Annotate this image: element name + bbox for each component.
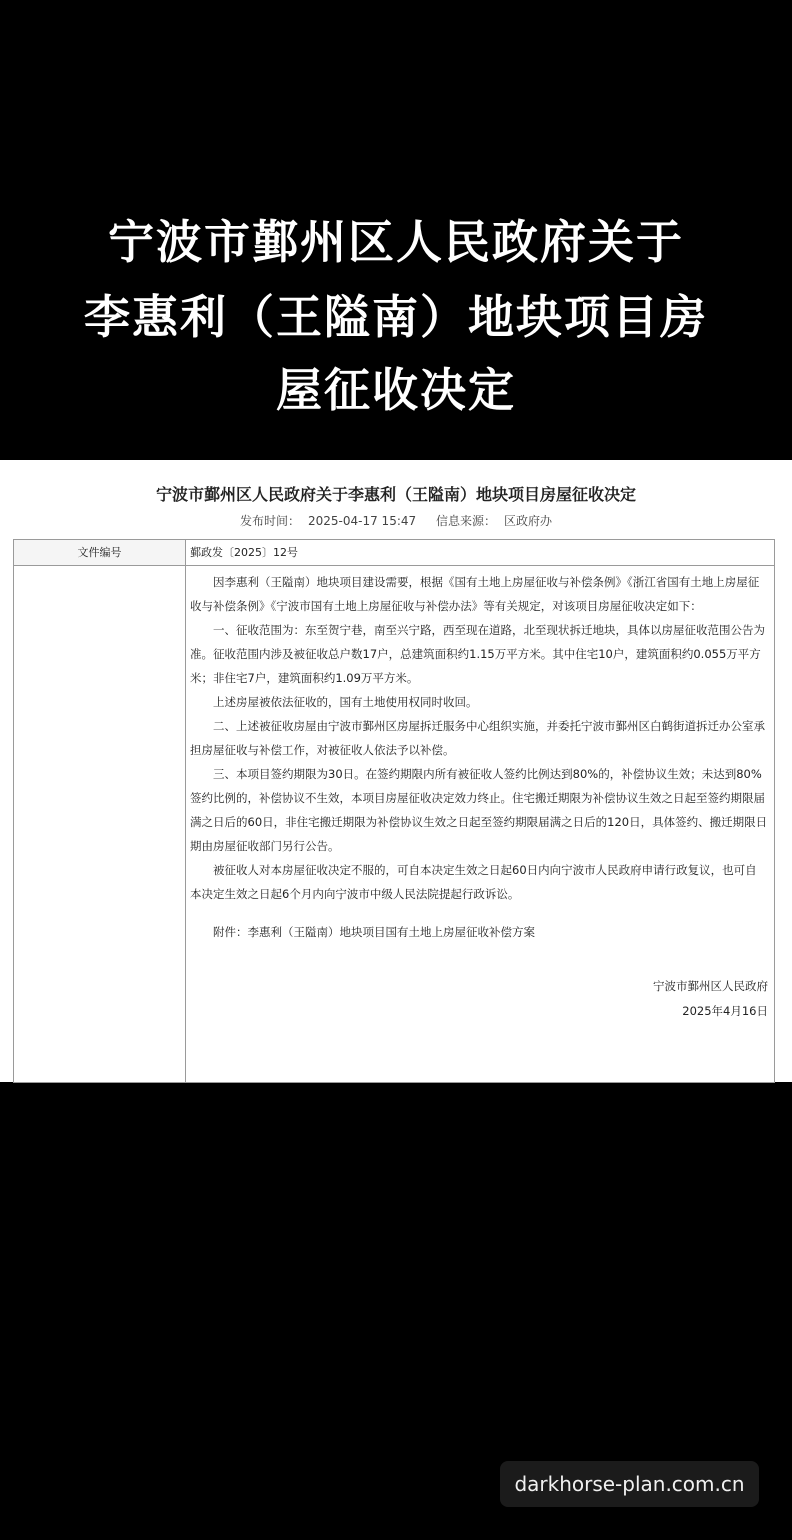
- source-value: 区政府办: [503, 514, 552, 528]
- document-table: [13, 539, 775, 1083]
- document-body-row: [14, 566, 775, 1083]
- paragraph-signing-period: 三、本项目签约期限为30日。在签约期限内所有被征收人签约比例达到80%的，补偿协议生效；未达到80%签约比例的，补偿协议不生效，本项目房屋征收决定效力终止。住宅搬迁期限为补偿协议生效之日起至签约期限届满之日后的60日，非住宅搬迁期限为补偿协议生效之日起至签约期限届满之日后的120日，具体签约、搬迁期限日期由房屋征收部门另行公告。: [190, 767, 768, 853]
- file-number-row: [14, 540, 775, 566]
- document-title: 宁波市鄞州区人民政府关于李惠利（王隘南）地块项目房屋征收决定: [155, 485, 636, 504]
- document-body: [186, 566, 775, 1083]
- attachment-link[interactable]: 附件：李惠利（王隘南）地块项目国有土地上房屋征收补偿方案: [213, 925, 535, 939]
- signature-org: 宁波市鄞州区人民政府: [653, 979, 768, 993]
- body-label-cell: [14, 566, 186, 1083]
- paragraph-land-right: 上述房屋被依法征收的，国有土地使用权同时收回。: [213, 695, 478, 709]
- source-info: [432, 514, 556, 528]
- paragraph-appeal: 被征收人对本房屋征收决定不服的，可自本决定生效之日起60日内向宁波市人民政府申请行政复议，也可自本决定生效之日起6个月内向宁波市中级人民法院提起行政诉讼。: [190, 863, 757, 901]
- document-panel: [0, 460, 792, 1082]
- source-label: 信息来源：: [435, 514, 496, 528]
- paragraph-intro: 因李惠利（王隘南）地块项目建设需要，根据《国有土地上房屋征收与补偿条例》《浙江省国有土地上房屋征收与补偿条例》《宁波市国有土地上房屋征收与补偿办法》等有关规定，对该项目房屋征收决定如下：: [190, 575, 760, 613]
- publish-time: 2025-04-17 15:47: [308, 514, 417, 528]
- publish-time-label: [236, 514, 420, 528]
- headline-line-3: 屋征收决定: [276, 363, 516, 417]
- paragraph-implementation: 二、上述被征收房屋由宁波市鄞州区房屋拆迁服务中心组织实施，并委托宁波市鄞州区白鹤街道拆迁办公室承担房屋征收与补偿工作，对被征收人依法予以补偿。: [190, 719, 765, 757]
- signature-date: 2025年4月16日: [682, 1004, 768, 1018]
- paragraph-scope: 一、征收范围为：东至贺宁巷，南至兴宁路，西至现在道路，北至现状拆迁地块，具体以房屋征收范围公告为准。征收范围内涉及被征收总户数17户，总建筑面积约1.15万平方米。其中住宅10户，建筑面积约0.055万平方米；非住宅7户，建筑面积约1.09万平方米。: [190, 623, 765, 685]
- file-number-value: 鄞政发〔2025〕12号: [186, 540, 775, 566]
- publish-label: 发布时间：: [239, 514, 300, 528]
- video-headline: [0, 0, 792, 460]
- watermark: darkhorse-plan.com.cn: [500, 1461, 759, 1507]
- headline-line-1: 宁波市鄞州区人民政府关于: [108, 215, 684, 269]
- document-meta: [0, 512, 792, 529]
- headline-line-2: 李惠利（王隘南）地块项目房: [84, 290, 708, 344]
- file-number-label: 文件编号: [14, 540, 186, 566]
